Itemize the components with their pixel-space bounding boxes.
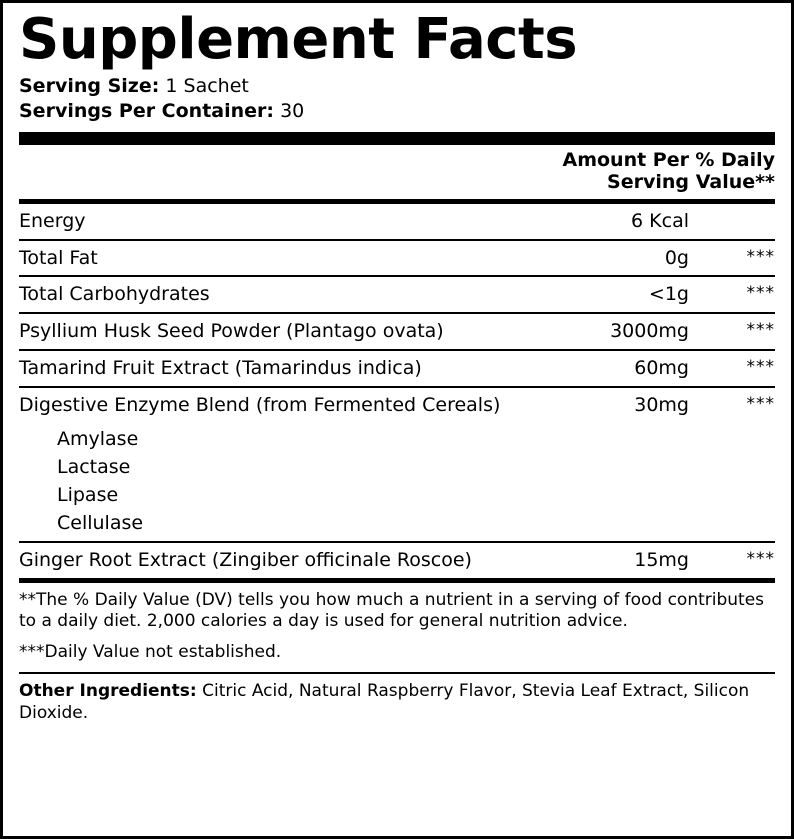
- other-ingredients-value: Citric Acid, Natural Raspberry Flavor, Stevia Leaf Extract, Silicon Dioxide.: [19, 681, 750, 723]
- nutrient-name: Digestive Enzyme Blend (from Fermented Cereals): [19, 393, 501, 416]
- nutrient-amount: 30mg: [634, 393, 689, 416]
- other-ingredients-label: Other Ingredients:: [19, 681, 197, 702]
- table-row: [19, 314, 775, 349]
- dv-not-established-footnote: ***Daily Value not established.: [19, 641, 282, 662]
- list-item: Amylase: [57, 427, 139, 450]
- serving-size-value: 1 Sachet: [165, 74, 249, 97]
- table-row: [19, 388, 775, 423]
- ginger-row-table: [19, 543, 775, 578]
- header-amount-per-serving: Amount Per Serving: [562, 148, 689, 194]
- divider-medium-footnote: [19, 578, 775, 583]
- table-row: [19, 204, 775, 239]
- nutrient-dv: ***: [746, 548, 775, 569]
- nutrient-dv: ***: [746, 320, 775, 341]
- table-row: [19, 241, 775, 276]
- list-item: Cellulase: [57, 511, 144, 534]
- nutrient-amount: 6 Kcal: [631, 209, 689, 232]
- nutrient-dv: ***: [746, 356, 775, 377]
- nutrient-amount: 0g: [664, 246, 689, 269]
- nutrient-name: Total Fat: [19, 246, 98, 269]
- page-title: Supplement Facts: [19, 7, 578, 72]
- nutrient-amount: <1g: [648, 283, 689, 306]
- nutrient-rows-table: [19, 204, 775, 423]
- nutrient-amount: 15mg: [634, 548, 689, 571]
- nutrient-name: Ginger Root Extract (Zingiber officinale Roscoe): [19, 548, 472, 571]
- nutrient-dv: ***: [746, 283, 775, 304]
- nutrient-name: Energy: [19, 209, 86, 232]
- enzyme-sub-list: [19, 425, 775, 537]
- table-row: [19, 351, 775, 386]
- nutrient-dv: ***: [746, 246, 775, 267]
- daily-value-footnote: **The % Daily Value (DV) tells you how much a nutrient in a serving of food contributes to a daily diet. 2,000 calories a day is used for general nutrition advice.: [19, 589, 765, 631]
- nutrient-name: Total Carbohydrates: [19, 283, 210, 306]
- table-row: [19, 277, 775, 312]
- servings-per-container-value: 30: [280, 99, 305, 122]
- nutrient-dv: [689, 204, 775, 239]
- servings-per-container-label: Servings Per Container:: [19, 99, 275, 122]
- nutrient-amount: 60mg: [634, 356, 689, 379]
- servings-per-container-line: [19, 99, 775, 124]
- list-item: Lipase: [57, 483, 119, 506]
- other-ingredients: [19, 681, 775, 725]
- serving-size-label: Serving Size:: [19, 74, 160, 97]
- nutrient-name: Tamarind Fruit Extract (Tamarindus indica): [19, 356, 422, 379]
- table-row: [19, 543, 775, 578]
- divider-thick-top: [19, 132, 775, 145]
- divider-before-other: [19, 672, 775, 674]
- header-daily-value: % Daily Value**: [695, 148, 775, 194]
- nutrition-table: [19, 145, 775, 199]
- table-header-row: [19, 145, 775, 199]
- list-item: Lactase: [57, 455, 131, 478]
- nutrient-dv: ***: [746, 393, 775, 414]
- nutrient-amount: 3000mg: [610, 320, 689, 343]
- serving-size-line: [19, 74, 775, 99]
- nutrient-name: Psyllium Husk Seed Powder (Plantago ovata): [19, 320, 444, 343]
